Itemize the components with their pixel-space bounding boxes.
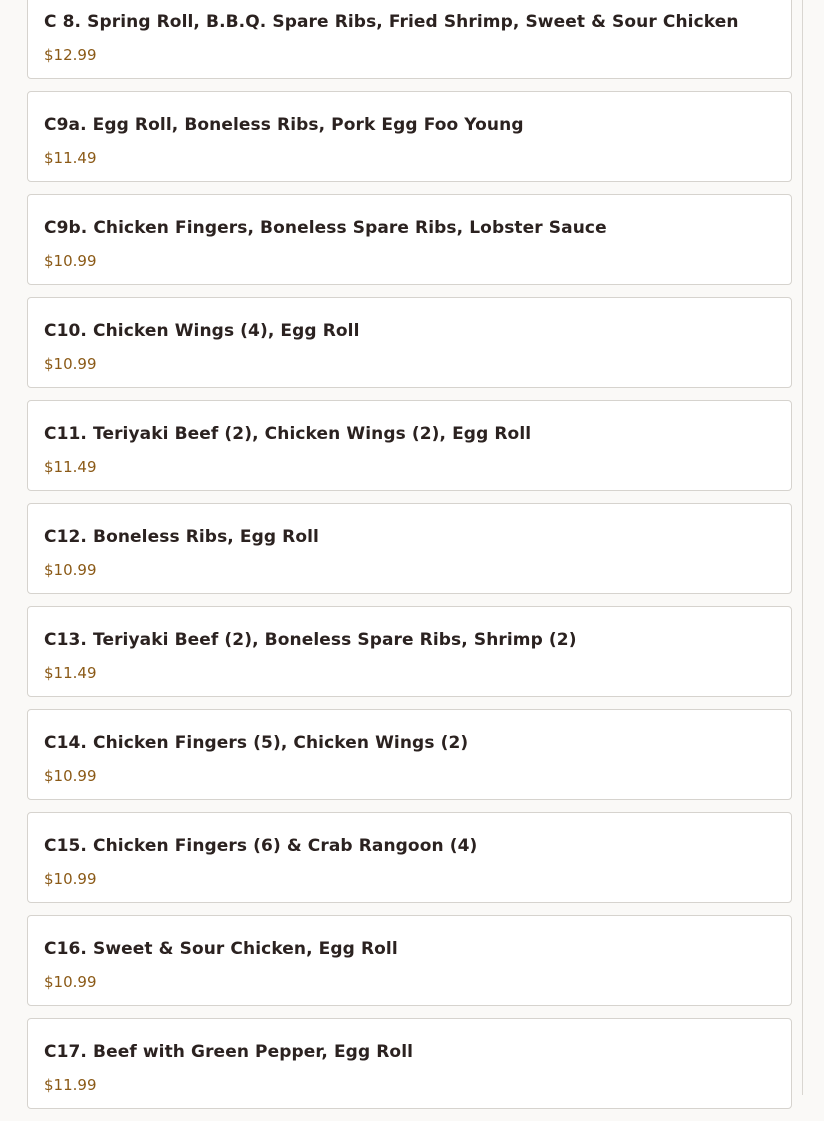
menu-item-c10[interactable] — [27, 297, 792, 388]
menu-item-c12[interactable] — [27, 503, 792, 594]
menu-item-name: C12. Boneless Ribs, Egg Roll — [44, 527, 319, 547]
menu-item-price: $10.99 — [44, 252, 97, 270]
menu-item-c8[interactable] — [27, 0, 792, 79]
menu-item-price: $10.99 — [44, 870, 97, 888]
menu-item-price: $10.99 — [44, 973, 97, 991]
menu-item-c16[interactable] — [27, 915, 792, 1006]
menu-item-c9b[interactable] — [27, 194, 792, 285]
menu-item-c9a[interactable] — [27, 91, 792, 182]
menu-item-name: C 8. Spring Roll, B.B.Q. Spare Ribs, Fried Shrimp, Sweet & Sour Chicken — [44, 12, 739, 32]
menu-item-price: $11.49 — [44, 458, 97, 476]
menu-item-list — [27, 0, 792, 1121]
menu-item-name: C17. Beef with Green Pepper, Egg Roll — [44, 1042, 414, 1062]
menu-item-name: C10. Chicken Wings (4), Egg Roll — [44, 321, 360, 341]
menu-item-price: $10.99 — [44, 767, 97, 785]
menu-item-name: C9b. Chicken Fingers, Boneless Spare Ribs, Lobster Sauce — [44, 218, 607, 238]
menu-item-c15[interactable] — [27, 812, 792, 903]
menu-item-price: $10.99 — [44, 561, 97, 579]
menu-item-price: $11.49 — [44, 149, 97, 167]
menu-item-price: $10.99 — [44, 355, 97, 373]
menu-item-c14[interactable] — [27, 709, 792, 800]
menu-item-price: $11.49 — [44, 664, 97, 682]
menu-item-price: $11.99 — [44, 1076, 97, 1094]
menu-item-name: C16. Sweet & Sour Chicken, Egg Roll — [44, 939, 398, 959]
menu-item-price: $12.99 — [44, 46, 97, 64]
menu-item-name: C15. Chicken Fingers (6) & Crab Rangoon (4) — [44, 836, 478, 856]
menu-item-c13[interactable] — [27, 606, 792, 697]
scrollbar-track[interactable] — [802, 0, 803, 1095]
menu-item-name: C14. Chicken Fingers (5), Chicken Wings (2) — [44, 733, 469, 753]
menu-item-c17[interactable] — [27, 1018, 792, 1109]
menu-item-c11[interactable] — [27, 400, 792, 491]
menu-item-name: C9a. Egg Roll, Boneless Ribs, Pork Egg Foo Young — [44, 115, 524, 135]
menu-item-name: C13. Teriyaki Beef (2), Boneless Spare Ribs, Shrimp (2) — [44, 630, 577, 650]
menu-item-name: C11. Teriyaki Beef (2), Chicken Wings (2), Egg Roll — [44, 424, 532, 444]
